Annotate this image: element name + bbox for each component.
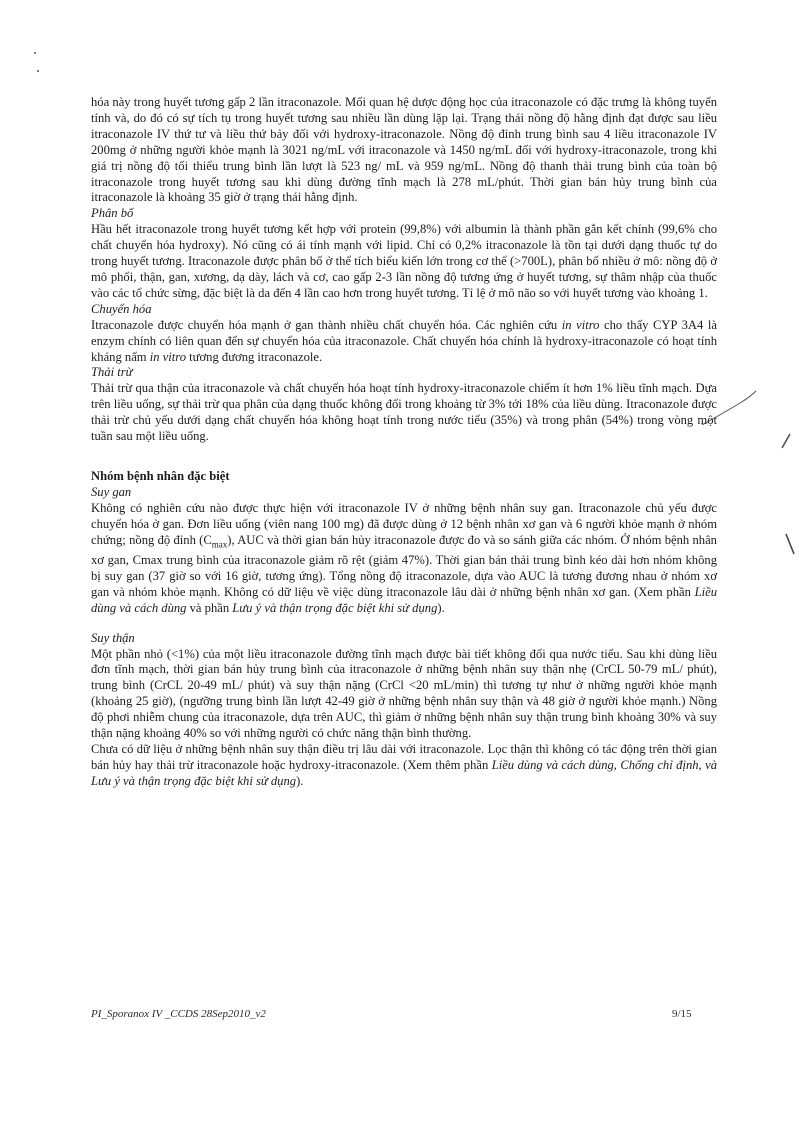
text-run: Không có nghiên cứu nào được thực hiện với itraconazole IV ở những bệnh nhân suy gan. Itraconazole chủ yếu được chuyển hóa ở gan. Đơn liều uống (viên nang 100 mg) đã được dùng ở 12 bệnh nhân xơ gan và 6 người khỏe mạnh ở nhóm chứng; nồng độ đỉnh (C [91, 500, 717, 547]
italic-run: in vitro [561, 317, 600, 332]
scan-speck [34, 52, 36, 54]
italic-run: in vitro [149, 349, 187, 364]
subheading-suy-gan: Suy gan [91, 484, 132, 499]
scan-speck [37, 70, 39, 72]
text-run: cho thấy CYP 3A4 là enzym chính có liên quan đến sự chuyển hóa của itraconazole. Chất chuyển hóa chính là hydroxy-itraconazole có hoạt tính kháng nấm [91, 317, 717, 364]
pen-mark [780, 430, 799, 450]
text-run: tương đương itraconazole. [186, 349, 323, 364]
pen-mark [782, 530, 799, 560]
body-text [91, 95, 717, 790]
italic-run: Liều dùng và cách dùng [91, 584, 717, 615]
paragraph: hóa này trong huyết tương gấp 2 lần itraconazole. Mối quan hệ dược động học của itraconazole có đặc trưng là không tuyến tính và, do đó có sự tích tụ trong huyết tương sau nhiều lần dùng lặp lại. Trạng thái nồng độ hằng định đạt được sau liều itraconazole IV thứ tư và liều thứ bảy đối với hydroxy-itraconazole. Nồng độ đỉnh trung bình sau 4 liều itraconazole IV 200mg ở những người khỏe mạnh là 3021 ng/mL với itraconazole và 1450 ng/mL đối với hydroxy-itraconazole, trong khi giá trị nồng độ tối thiểu trung bình lần lượt là 523 ng/ mL và 959 ng/mL. Nồng độ thanh thải trung bình của toàn bộ itraconazole trong huyết tương sau khi dùng đường tĩnh mạch là 278 mL/phút. Thời gian bán hủy trung bình của itraconazole là khoảng 35 giờ ở trạng thái hằng định. [91, 95, 717, 205]
paragraph: Một phần nhỏ (<1%) của một liều itraconazole đường tĩnh mạch được bài tiết không đổi qua nước tiểu. Sau khi dùng liều đơn tĩnh mạch, thời gian bán hủy trung bình của itraconazole ở những bệnh nhân suy thận nhẹ (CrCL 50-79 mL/ phút), trung bình (CrCL 20-49 mL/ phút) và suy thận nặng (CrCl <20 mL/min) thì tương tự như ở những người khỏe mạnh (khoảng 25 giờ), (ngưỡng trung bình lần lượt 42-49 giờ ở những bệnh nhân suy thận và 48 giờ ở người khỏe mạnh.) Nồng độ phơi nhiễm chung của itraconazole, dựa trên AUC, thì giảm ở những bệnh nhân suy thận trung bình khoảng 30% và suy thận nặng khoảng 40% so với những người có chức năng thận bình thường. [91, 646, 717, 741]
subscript: max [211, 539, 228, 550]
paragraph: Hầu hết itraconazole trong huyết tương kết hợp với protein (99,8%) với albumin là thành phần gắn kết chính (99,6% cho chất chuyển hóa hydroxy). Nó cũng có ái tính mạnh với lipid. Chỉ có 0,2% itraconazole là tồn tại dưới dạng thuốc tự do trong huyết tương. Itraconazole được phân bố ở thể tích biểu kiến lớn trong cơ thể (>700L), phân bố nhiều ở mô: nồng độ ở mô phổi, thận, gan, xương, dạ dày, lách và cơ, cao gấp 2-3 lần nồng độ tương ứng ở huyết tương, sự thâm nhập của thuốc vào các tổ chức sừng, đặc biệt là da đến 4 lần cao hơn trong huyết tương. Tỉ lệ ở mô não so với huyết tương vào khoảng 1. [91, 222, 717, 300]
subheading-chuyen-hoa: Chuyển hóa [91, 301, 152, 316]
subheading-phan-bo: Phân bố [91, 206, 134, 221]
subheading-suy-than: Suy thận [91, 630, 135, 645]
text-run: ), AUC và thời gian bán hủy itraconazole được đo và so sánh giữa các nhóm. Ở nhóm bệnh nhân xơ gan, Cmax trung bình của itraconazole giảm rõ rệt (giảm 47%). Thời gian bán thải trung bình kéo dài hơn nhóm không bị suy gan (37 giờ so với 16 giờ, tương ứng). Tổng nồng độ itraconazole, dựa vào AUC là tương đương nhau ở nhóm xơ gan và nhóm khỏe mạnh. Không có dữ liệu về việc dùng itraconazole lâu dài ở những bệnh nhân xơ gan. (Xem phần [91, 532, 717, 599]
paragraph: Thải trừ qua thận của itraconazole và chất chuyển hóa hoạt tính hydroxy-itraconazole chiếm ít hơn 1% liều tĩnh mạch. Dựa trên liều uống, sự thải trừ qua phân của dạng thuốc không đổi trong khoảng từ 3% tới 18% của liều dùng. Itraconazole được thải trừ chủ yếu dưới dạng chất chuyển hóa không hoạt tính trong nước tiểu (35%) và trong phân (54%) trong vòng một tuần sau một liều uống. [91, 381, 717, 444]
text-run: Itraconazole được chuyển hóa mạnh ở gan thành nhiều chất chuyển hóa. Các nghiên cứu [91, 317, 562, 332]
paragraph [91, 742, 717, 790]
paragraph [91, 501, 717, 617]
section-title: Nhóm bệnh nhân đặc biệt [91, 468, 230, 483]
paragraph [91, 318, 717, 366]
footer-page-number: 9/15 [672, 1008, 692, 1020]
text-run: Chưa có dữ liệu ở những bệnh nhân suy thận điều trị lâu dài với itraconazole. Lọc thận thì không có tác động trên thời gian bán hủy hay thải trừ itraconazole hoặc hydroxy-itraconazole. (Xem thêm phần [91, 741, 717, 772]
italic-run: Lưu ý và thận trọng đặc biệt khi sử dụng [232, 600, 438, 615]
text-run: ). [296, 773, 304, 788]
italic-run: Liều dùng và cách dùng, Chống chỉ định, và Lưu ý và thận trọng đặc biệt khi sử dụng [91, 757, 717, 788]
text-run: và phần [186, 600, 233, 615]
text-run: ). [437, 600, 445, 615]
subheading-thai-tru: Thải trừ [91, 365, 133, 380]
footer-doc-id: PI_Sporanox IV _CCDS 28Sep2010_v2 [91, 1008, 266, 1020]
